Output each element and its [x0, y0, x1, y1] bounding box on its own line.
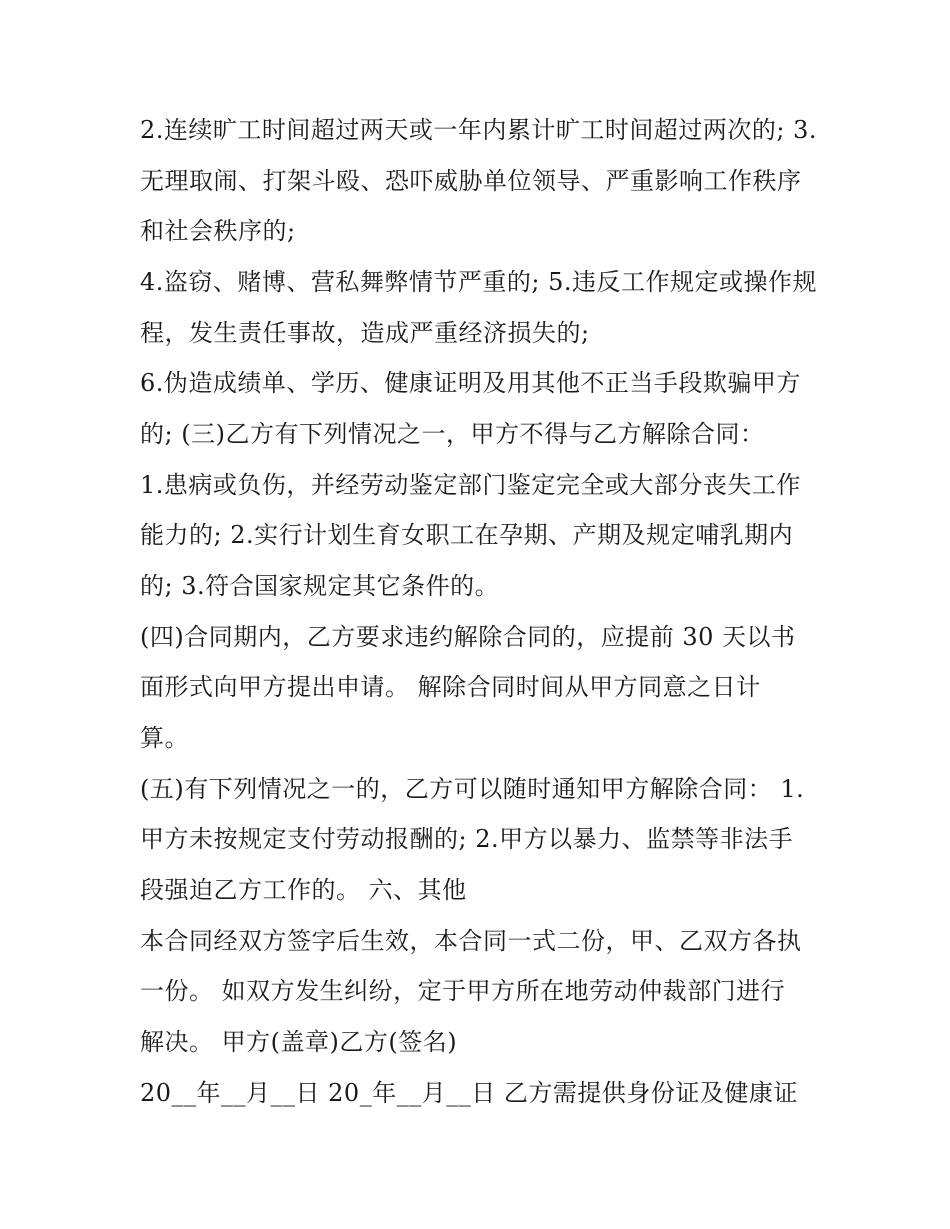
- text-line: 的; 3.符合国家规定其它条件的。: [140, 572, 500, 600]
- text-line: 段强迫乙方工作的。 六、其他: [140, 876, 467, 904]
- text-line: 算。: [140, 724, 189, 752]
- text-line: 甲方未按规定支付劳动报酬的; 2.甲方以暴力、监禁等非法手: [140, 825, 794, 853]
- text-line: 2.连续旷工时间超过两天或一年内累计旷工时间超过两次的; 3.: [140, 116, 818, 144]
- text-line: 4.盗窃、赌博、营私舞弊情节严重的; 5.违反工作规定或操作规: [140, 268, 818, 296]
- text-line: 一份。 如双方发生纠纷，定于甲方所在地劳动仲裁部门进行: [140, 977, 786, 1005]
- text-line: 解决。 甲方(盖章)乙方(签名): [140, 1028, 458, 1056]
- text-line: 和社会秩序的;: [140, 217, 296, 245]
- text-line: 本合同经双方签字后生效，本合同一式二份，甲、乙双方各执: [140, 927, 802, 955]
- text-line: 程，发生责任事故，造成严重经济损失的;: [140, 319, 590, 347]
- text-line: 能力的; 2.实行计划生育女职工在孕期、产期及规定哺乳期内: [140, 521, 794, 549]
- text-line: 6.伪造成绩单、学历、健康证明及用其他不正当手段欺骗甲方: [140, 369, 801, 397]
- text-line: 20__年__月__日 20_年__月__日 乙方需提供身份证及健康证: [140, 1079, 798, 1107]
- text-line: 1.患病或负伤，并经劳动鉴定部门鉴定完全或大部分丧失工作: [140, 471, 801, 499]
- text-line: (五)有下列情况之一的，乙方可以随时通知甲方解除合同： 1.: [140, 775, 805, 803]
- text-line: 无理取闹、打架斗殴、恐吓威胁单位领导、严重影响工作秩序: [140, 167, 802, 195]
- text-line: 面形式向甲方提出申请。 解除合同时间从甲方同意之日计: [140, 673, 761, 701]
- text-line: (四)合同期内，乙方要求违约解除合同的，应提前 30 天以书: [140, 623, 796, 651]
- text-line: 的; (三)乙方有下列情况之一，甲方不得与乙方解除合同：: [140, 420, 765, 448]
